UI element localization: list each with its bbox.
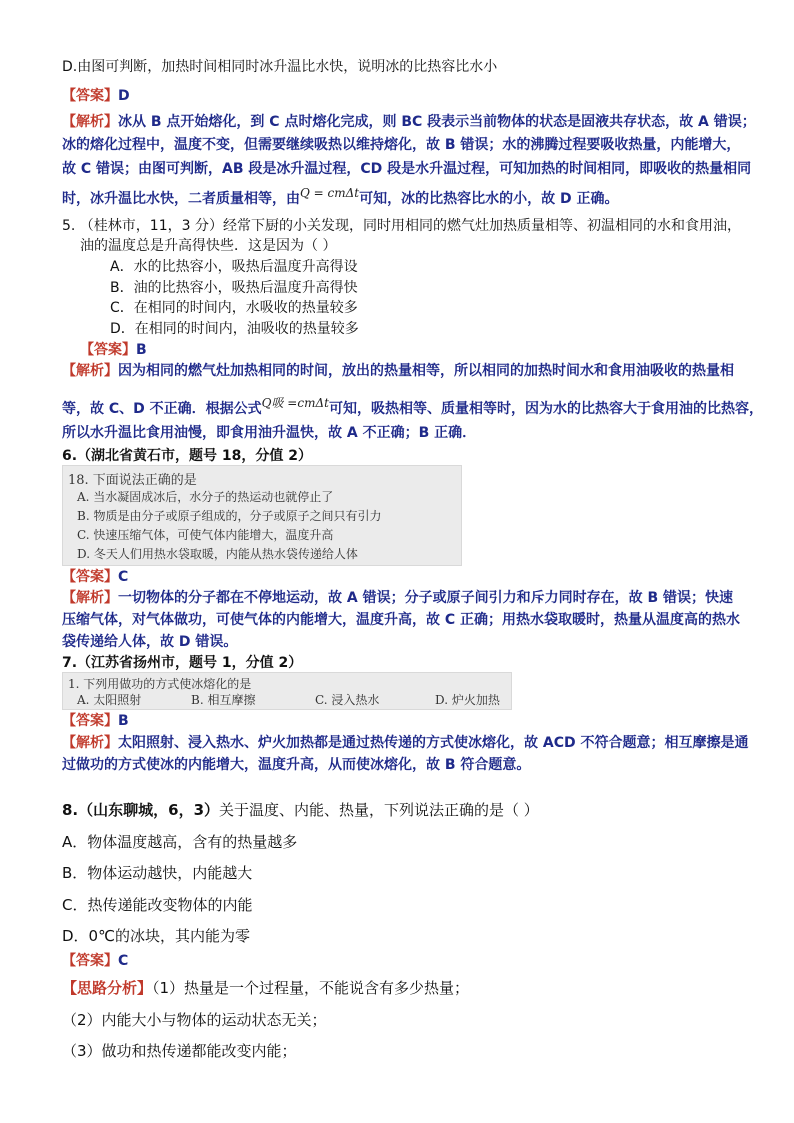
q5-option-b: B．油的比热容小，吸热后温度升高得快 — [110, 280, 358, 296]
analysis-text: 时，冰升温比水快，二者质量相等，由 — [62, 191, 300, 207]
q4-analysis-line-2: 冰的熔化过程中，温度不变，但需要继续吸热以维持熔化，故 B 错误；水的沸腾过程要吸收热量，内能增大， — [62, 137, 741, 153]
scan-line: C. 快速压缩气体，可使气体内能增大，温度升高 — [77, 528, 334, 542]
analysis-text: 一切物体的分子都在不停地运动，故 A 错误；分子或原子间引力和斥力同时存在，故 B 错误；快速 — [118, 590, 733, 606]
q8-thinking-line-1 — [62, 978, 469, 998]
q5-answer — [80, 340, 147, 360]
analysis-text: 可知，冰的比热容比水的小，故 D 正确。 — [359, 191, 619, 207]
q8-option-c: C．热传递能改变物体的内能 — [62, 896, 253, 914]
scan-line: 18. 下面说法正确的是 — [68, 473, 197, 488]
q6-analysis-line-1 — [62, 588, 733, 608]
q5-option-c: C．在相同的时间内，水吸收的热量较多 — [110, 300, 358, 316]
q6-analysis-line-2: 压缩气体，对气体做功，可使气体的内能增大，温度升高，故 C 正确；用热水袋取暖时，热量从温度高的热水 — [62, 612, 741, 628]
q8-option-b: B．物体运动越快，内能越大 — [62, 864, 253, 882]
scan-option-c: C. 浸入热水 — [315, 693, 380, 707]
analysis-label: 【解析】 — [62, 590, 118, 606]
analysis-text: 太阳照射、浸入热水、炉火加热都是通过热传递的方式使冰熔化，故 ACD 不符合题意；相互摩擦是通 — [118, 735, 749, 751]
q6-answer — [62, 567, 128, 587]
answer-value: C — [118, 953, 129, 969]
q7-analysis-line-2: 过做功的方式使冰的内能增大，温度升高，从而使冰熔化，故 B 符合题意。 — [62, 757, 531, 773]
q5-option-d: D．在相同的时间内，油吸收的热量较多 — [110, 321, 359, 337]
q6-source: 6.（湖北省黄石市，题号 18，分值 2） — [62, 448, 313, 464]
analysis-text: 因为相同的燃气灶加热相同的时间，放出的热量相等，所以相同的加热时间水和食用油吸收的热量相 — [118, 363, 734, 379]
q4-option-d: D.由图可判断，加热时间相同时冰升温比水快，说明冰的比热容比水小 — [62, 59, 498, 75]
scan-option-a: A. 太阳照射 — [77, 693, 142, 707]
answer-value: C — [118, 569, 129, 585]
scan-line: 1. 下列用做功的方式使冰熔化的是 — [68, 677, 252, 691]
q4-answer — [62, 86, 130, 106]
q5-analysis-line-3: 所以水升温比食用油慢，即食用油升温快，故 A 不正确；B 正确． — [62, 425, 477, 441]
q7-scanned-question-image — [62, 672, 512, 710]
q7-source: 7.（江苏省扬州市，题号 1，分值 2） — [62, 655, 303, 671]
analysis-text: 冰从 B 点开始熔化，到 C 点时熔化完成，则 BC 段表示当前物体的状态是固液共存状态，故 A 错误； — [118, 114, 756, 130]
q5-analysis-line-2 — [62, 396, 763, 419]
scan-line: B. 物质是由分子或原子组成的，分子或原子之间只有引力 — [77, 509, 382, 523]
q7-answer — [62, 711, 129, 731]
q8-question: 关于温度、内能、热量，下列说法正确的是（ ） — [219, 801, 539, 819]
scan-line: A. 当水凝固成冰后，水分子的热运动也就停止了 — [77, 490, 334, 504]
answer-value: B — [118, 713, 129, 729]
scan-option-b: B. 相互摩擦 — [191, 693, 256, 707]
analysis-label: 【解析】 — [62, 114, 118, 130]
q5-stem-line-2: 油的温度总是升高得快些．这是因为（ ） — [80, 238, 337, 254]
scan-line: D. 冬天人们用热水袋取暖，内能从热水袋传递给人体 — [77, 547, 358, 561]
q8-option-a: A．物体温度越高，含有的热量越多 — [62, 833, 298, 851]
scan-option-d: D. 炉火加热 — [435, 693, 500, 707]
analysis-text: 等，故 C、D 不正确．根据公式 — [62, 401, 262, 417]
analysis-text: 可知，吸热相等、质量相等时，因为水的比热容大于食用油的比热容， — [328, 401, 763, 417]
q5-analysis-line-1 — [62, 361, 734, 381]
thinking-label: 【思路分析】 — [62, 979, 153, 997]
q7-analysis-line-1 — [62, 733, 748, 753]
answer-label: 【答案】 — [62, 88, 118, 104]
q5-stem-line-1: 5. （桂林市，11，3 分）经常下厨的小关发现，同时用相同的燃气灶加热质量相等、初温相同的水和食用油， — [62, 218, 741, 234]
answer-label: 【答案】 — [62, 569, 118, 585]
q6-scanned-question-image — [62, 465, 462, 566]
q8-stem — [62, 800, 539, 820]
answer-label: 【答案】 — [62, 713, 118, 729]
q6-analysis-line-3: 袋传递给人体，故 D 错误。 — [62, 634, 238, 650]
q8-answer — [62, 951, 128, 971]
q5-option-a: A．水的比热容小，吸热后温度升高得设 — [110, 259, 358, 275]
answer-label: 【答案】 — [62, 953, 118, 969]
q4-analysis-line-4 — [62, 186, 619, 209]
answer-label: 【答案】 — [80, 342, 136, 358]
analysis-label: 【解析】 — [62, 735, 118, 751]
answer-value: B — [136, 342, 147, 358]
q4-analysis-line-1 — [62, 112, 756, 132]
q8-thinking-line-3: （3）做功和热传递都能改变内能； — [62, 1042, 297, 1060]
formula-q-cm-dt: Q = cmΔt — [300, 186, 360, 200]
analysis-label: 【解析】 — [62, 363, 118, 379]
formula-q-absorb: Q吸 =cmΔt — [261, 396, 329, 410]
q8-source: 8.（山东聊城，6，3） — [62, 801, 220, 819]
q8-option-d: D．0℃的冰块，其内能为零 — [62, 927, 250, 945]
q4-analysis-line-3: 故 C 错误；由图可判断，AB 段是冰升温过程，CD 段是水升温过程，可知加热的时间相同，即吸收的热量相同 — [62, 161, 752, 177]
q8-thinking-line-2: （2）内能大小与物体的运动状态无关； — [62, 1011, 327, 1029]
thinking-text: （1）热量是一个过程量，不能说含有多少热量； — [152, 979, 470, 997]
answer-value: D — [118, 88, 130, 104]
